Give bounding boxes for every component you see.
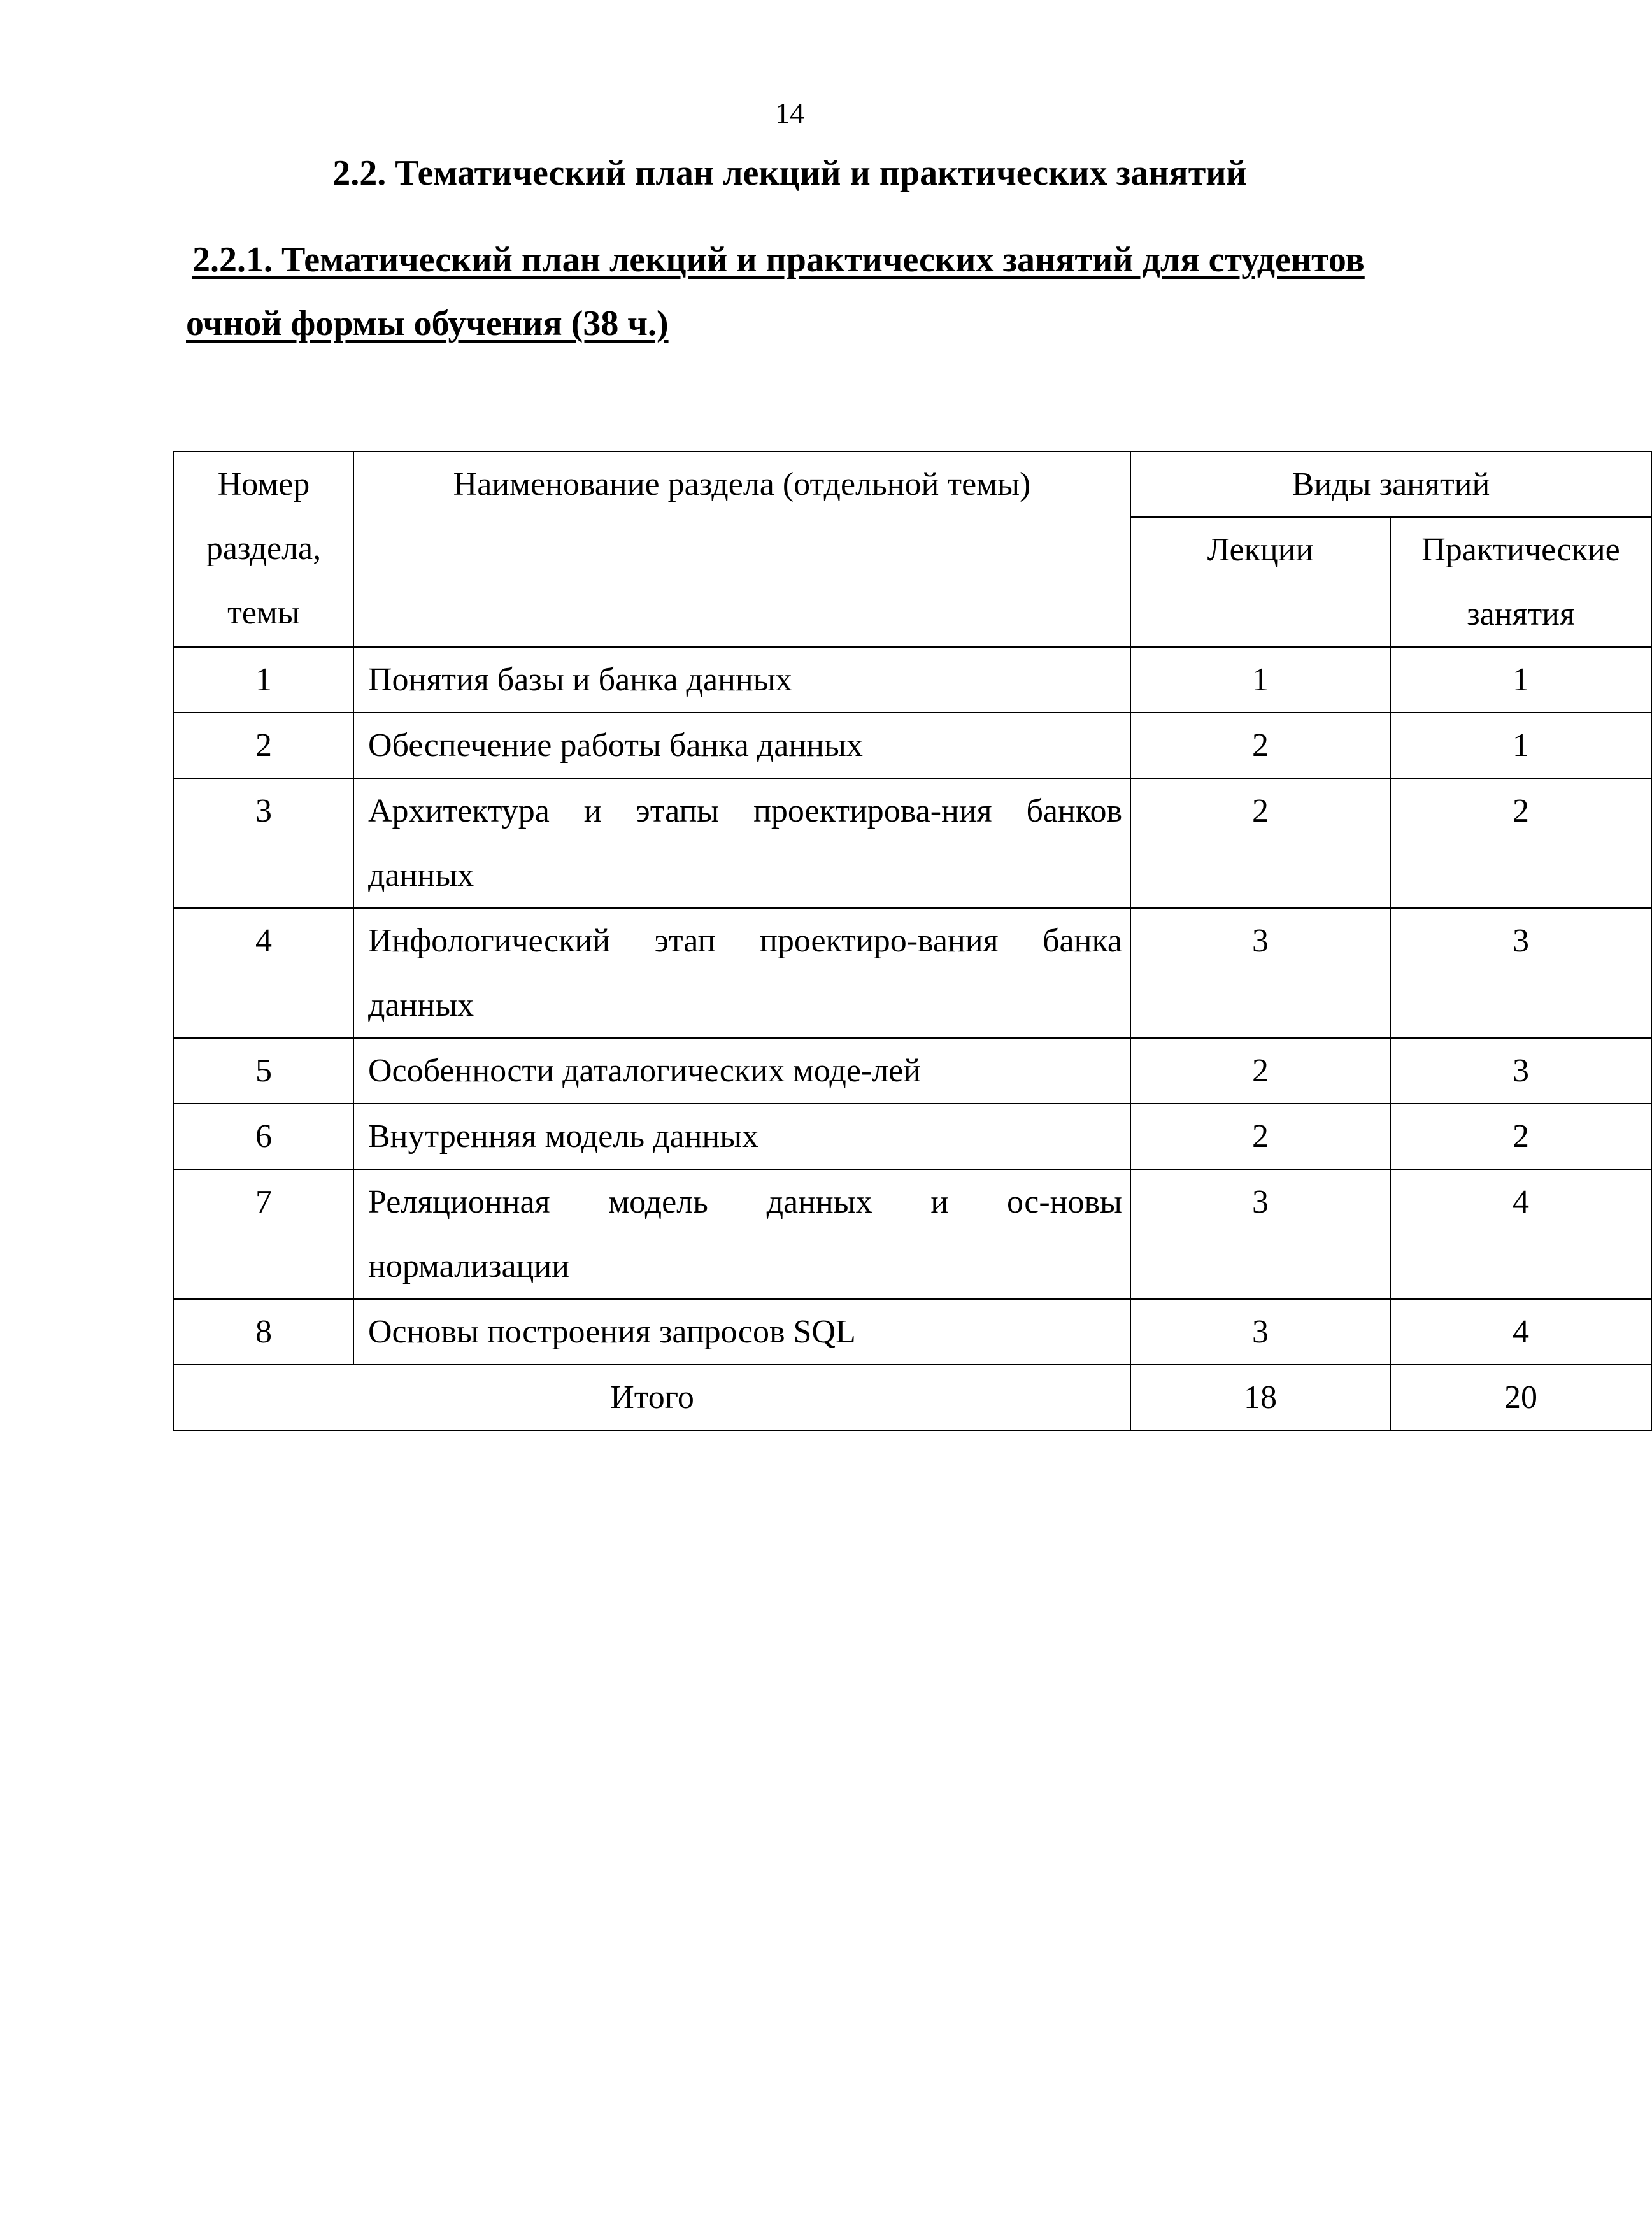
row-practice: 3 — [1390, 908, 1651, 1038]
row-name: Обеспечение работы банка данных — [353, 713, 1130, 778]
row-name: Инфологический этап проектиро-вания банка данных — [353, 908, 1130, 1038]
table-row — [174, 1299, 1651, 1365]
thematic-plan-table — [173, 451, 1652, 1431]
total-label: Итого — [174, 1365, 1130, 1430]
row-practice: 4 — [1390, 1169, 1651, 1299]
table-header-row — [174, 452, 1651, 517]
row-practice: 2 — [1390, 778, 1651, 908]
row-number: 4 — [174, 908, 353, 1038]
row-number: 8 — [174, 1299, 353, 1365]
row-number: 3 — [174, 778, 353, 908]
page-number: 14 — [775, 97, 804, 129]
subsection-heading-line1: 2.2.1. Тематический план лекций и практических занятий для студентов — [192, 240, 1365, 280]
row-lectures: 2 — [1130, 778, 1390, 908]
row-number: 5 — [174, 1038, 353, 1104]
row-lectures: 3 — [1130, 1169, 1390, 1299]
row-number: 2 — [174, 713, 353, 778]
row-lectures: 1 — [1130, 647, 1390, 713]
table-total-row — [174, 1365, 1651, 1430]
table-row — [174, 647, 1651, 713]
row-lectures: 2 — [1130, 1104, 1390, 1169]
subsection-heading — [186, 228, 1434, 355]
table-row — [174, 713, 1651, 778]
row-name: Особенности даталогических моде-лей — [353, 1038, 1130, 1104]
row-lectures: 2 — [1130, 713, 1390, 778]
row-lectures: 3 — [1130, 1299, 1390, 1365]
row-lectures: 3 — [1130, 908, 1390, 1038]
header-types: Виды занятий — [1130, 452, 1651, 517]
table-row — [174, 1038, 1651, 1104]
row-practice: 3 — [1390, 1038, 1651, 1104]
row-practice: 1 — [1390, 647, 1651, 713]
row-number: 7 — [174, 1169, 353, 1299]
row-practice: 1 — [1390, 713, 1651, 778]
row-practice: 4 — [1390, 1299, 1651, 1365]
row-lectures: 2 — [1130, 1038, 1390, 1104]
header-number: Номер раздела, темы — [174, 452, 353, 647]
subsection-heading-line2: очной формы обучения (38 ч.) — [186, 304, 669, 343]
total-lectures: 18 — [1130, 1365, 1390, 1430]
row-name: Понятия базы и банка данных — [353, 647, 1130, 713]
header-practice: Практические занятия — [1390, 517, 1651, 647]
header-lectures: Лекции — [1130, 517, 1390, 647]
row-number: 6 — [174, 1104, 353, 1169]
row-name: Архитектура и этапы проектирова-ния банков данных — [353, 778, 1130, 908]
header-name: Наименование раздела (отдельной темы) — [353, 452, 1130, 647]
table-row — [174, 778, 1651, 908]
table-row — [174, 908, 1651, 1038]
row-name: Реляционная модель данных и ос-новы нормализации — [353, 1169, 1130, 1299]
total-practice: 20 — [1390, 1365, 1651, 1430]
row-number: 1 — [174, 647, 353, 713]
row-practice: 2 — [1390, 1104, 1651, 1169]
section-heading: 2.2. Тематический план лекций и практических занятий — [332, 153, 1247, 193]
table-row — [174, 1104, 1651, 1169]
row-name: Основы построения запросов SQL — [353, 1299, 1130, 1365]
table-row — [174, 1169, 1651, 1299]
row-name: Внутренняя модель данных — [353, 1104, 1130, 1169]
